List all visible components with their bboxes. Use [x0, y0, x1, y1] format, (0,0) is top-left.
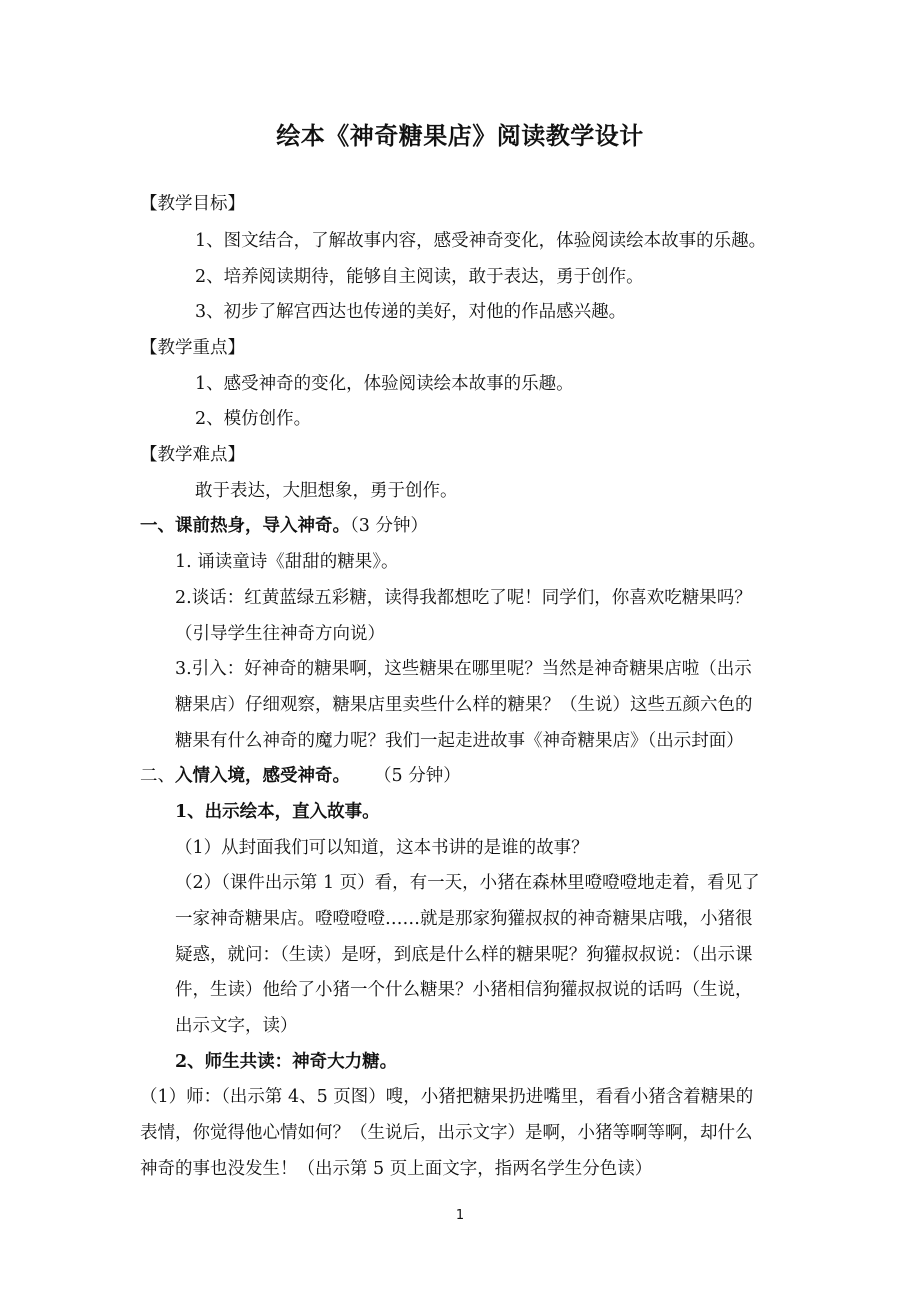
difficulties-heading: 【教学难点】 — [140, 445, 245, 465]
objectives-heading: 【教学目标】 — [140, 194, 245, 214]
section1-item-3-line-1: 3.引入：好神奇的糖果啊，这些糖果在哪里呢？当然是神奇糖果店啦（出示 — [175, 659, 752, 679]
section2-sub1-heading: 1、出示绘本，直入故事。 — [175, 802, 380, 822]
objective-item-3: 3、初步了解宫西达也传递的美好，对他的作品感兴趣。 — [195, 302, 627, 322]
section2-sub1-p2-line-5: 出示文字，读） — [175, 1016, 298, 1036]
section2-sub2-heading: 2、师生共读：神奇大力糖。 — [175, 1052, 398, 1072]
section2-time: （5 分钟） — [374, 766, 461, 786]
key-point-item-2: 2、模仿创作。 — [195, 409, 312, 429]
objective-item-2: 2、培养阅读期待，能够自主阅读，敢于表达，勇于创作。 — [195, 267, 644, 287]
key-points-heading: 【教学重点】 — [140, 338, 245, 358]
section1-time: （3 分钟） — [350, 516, 428, 536]
document-title: 绘本《神奇糖果店》阅读教学设计 — [276, 121, 644, 150]
section1-heading-line — [140, 514, 428, 538]
difficulties-text: 敢于表达，大胆想象，勇于创作。 — [195, 481, 458, 501]
section2-sub1-p2-line-4: 件，生读）他给了小猪一个什么糖果？小猪相信狗獾叔叔说的话吗（生说， — [175, 980, 753, 1000]
section2-heading: 入情入境，感受神奇。 — [175, 766, 350, 786]
section1-item-1: 1. 诵读童诗《甜甜的糖果》。 — [175, 552, 399, 572]
section2-sub2-p1-line-3: 神奇的事也没发生！（出示第 5 页上面文字，指两名学生分色读） — [140, 1159, 653, 1179]
page-number: 1 — [455, 1208, 465, 1223]
section1-item-2-line-2: （引导学生往神奇方向说） — [175, 624, 385, 644]
section2-sub1-p2-line-3: 疑惑，就问：（生读）是呀，到底是什么样的糖果呢？狗獾叔叔说：（出示课 — [175, 945, 753, 965]
section1-item-3-line-3: 糖果有什么神奇的魔力呢？我们一起走进故事《神奇糖果店》（出示封面） — [175, 731, 744, 751]
section2-sub1-p1: （1）从封面我们可以知道，这本书讲的是谁的故事？ — [175, 838, 589, 858]
objective-item-1: 1、图文结合，了解故事内容，感受神奇变化，体验阅读绘本故事的乐趣。 — [195, 231, 767, 251]
section1-item-2-line-1: 2.谈话：红黄蓝绿五彩糖，读得我都想吃了呢！同学们，你喜欢吃糖果吗？ — [175, 588, 752, 608]
section1-item-3-line-2: 糖果店）仔细观察，糖果店里卖些什么样的糖果？（生说）这些五颜六色的 — [175, 695, 753, 715]
section2-heading-prefix: 二、 — [140, 766, 175, 786]
section2-sub1-p2-line-2: 一家神奇糖果店。噔噔噔噔……就是那家狗獾叔叔的神奇糖果店哦，小猪很 — [175, 909, 753, 929]
section2-sub1-p2-line-1: （2）（课件出示第 1 页）看，有一天，小猪在森林里噔噔噔地走着，看见了 — [175, 873, 760, 893]
key-point-item-1: 1、感受神奇的变化，体验阅读绘本故事的乐趣。 — [195, 374, 574, 394]
section1-heading: 一、课前热身，导入神奇。 — [140, 516, 350, 536]
section2-heading-line — [140, 764, 461, 788]
section2-sub2-p1-line-2: 表情，你觉得他心情如何？（生说后，出示文字）是啊，小猪等啊等啊，却什么 — [140, 1123, 753, 1143]
section2-sub2-p1-line-1: （1）师：（出示第 4、5 页图）嗖，小猪把糖果扔进嘴里，看看小猪含着糖果的 — [140, 1087, 754, 1107]
